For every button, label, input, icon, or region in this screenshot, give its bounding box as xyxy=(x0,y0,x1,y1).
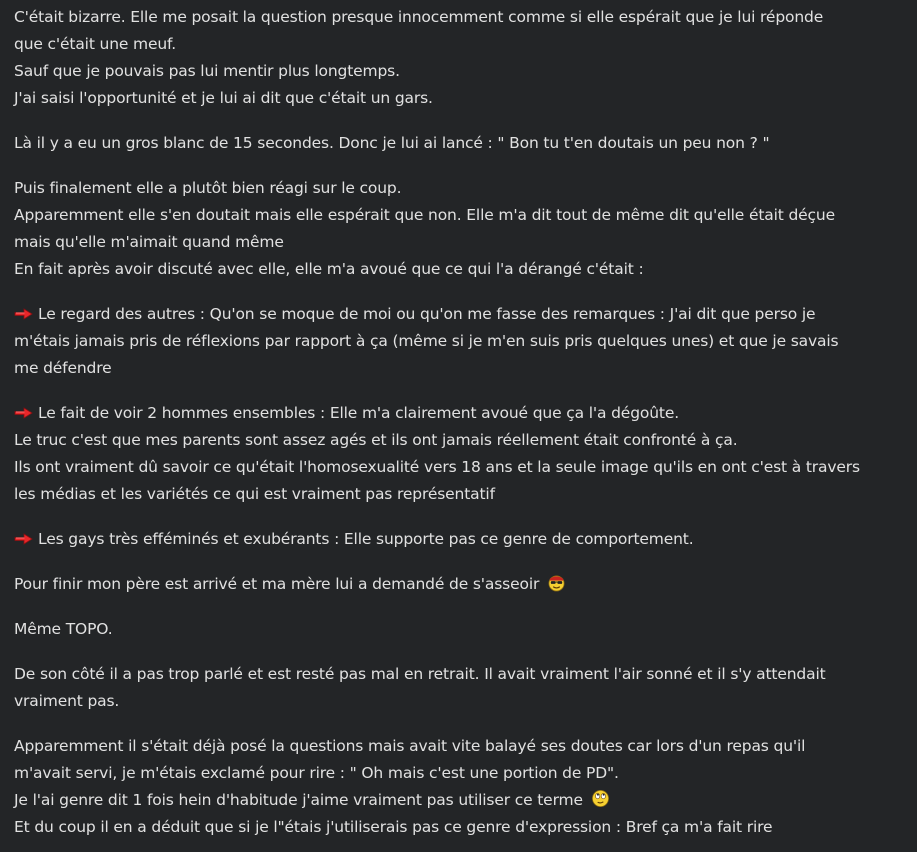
paragraph-2 xyxy=(14,130,907,157)
bullet-paragraph-1 xyxy=(14,301,907,382)
text-line: les médias et les variétés ce qui est vraiment pas représentatif xyxy=(14,485,495,503)
red-arrow-icon xyxy=(14,533,33,545)
bullet-text: Le regard des autres : Qu'on se moque de moi ou qu'on me fasse des remarques : J'ai dit que perso je xyxy=(38,305,816,323)
text-line: Apparemment il s'était déjà posé la questions mais avait vite balayé ses doutes car lors d'un repas qu'il xyxy=(14,737,806,755)
text-line: Et du coup il en a déduit que si je l"étais j'utiliserais pas ce genre d'expression : Bref ça m'a fait rire xyxy=(14,818,773,836)
paragraph-7 xyxy=(14,571,907,598)
text-line xyxy=(14,571,907,598)
text-line: Sauf que je pouvais pas lui mentir plus longtemps. xyxy=(14,62,400,80)
text-line xyxy=(14,787,907,814)
text-line: Puis finalement elle a plutôt bien réagi sur le coup. xyxy=(14,179,402,197)
text-line xyxy=(14,400,907,427)
red-arrow-icon xyxy=(14,407,33,419)
rolling-eyes-smiley-icon xyxy=(591,789,610,808)
sentence-text: Je l'ai genre dit 1 fois hein d'habitude j'aime vraiment pas utiliser ce terme xyxy=(14,791,583,809)
paragraph-1 xyxy=(14,4,907,112)
text-line: De son côté il a pas trop parlé et est resté pas mal en retrait. Il avait vraiment l'air sonné et il s'y attendait xyxy=(14,665,826,683)
text-line: C'était bizarre. Elle me posait la question presque innocemment comme si elle espérait que je lui réponde xyxy=(14,8,824,26)
text-line: m'avait servi, je m'étais exclamé pour rire : " Oh mais c'est une portion de PD". xyxy=(14,764,619,782)
text-line xyxy=(14,526,907,553)
red-arrow-icon xyxy=(14,308,33,320)
text-line: mais qu'elle m'aimait quand même xyxy=(14,233,284,251)
text-line: J'ai saisi l'opportunité et je lui ai dit que c'était un gars. xyxy=(14,89,433,107)
bullet-text: Les gays très efféminés et exubérants : Elle supporte pas ce genre de comportement. xyxy=(38,530,694,548)
text-line: vraiment pas. xyxy=(14,692,120,710)
text-line: En fait après avoir discuté avec elle, elle m'a avoué que ce qui l'a dérangé c'était : xyxy=(14,260,644,278)
bullet-paragraph-3 xyxy=(14,526,907,553)
paragraph-3 xyxy=(14,175,907,283)
text-line xyxy=(14,301,907,328)
text-line: Ils ont vraiment dû savoir ce qu'était l'homosexualité vers 18 ans et la seule image qu'ils en ont c'est à travers xyxy=(14,458,860,476)
text-line: me défendre xyxy=(14,359,112,377)
text-line: m'étais jamais pris de réflexions par rapport à ça (même si je m'en suis pris quelques unes) et que je savais xyxy=(14,332,839,350)
text-line: que c'était une meuf. xyxy=(14,35,177,53)
text-line: Là il y a eu un gros blanc de 15 secondes. Donc je lui ai lancé : " Bon tu t'en doutais un peu non ? " xyxy=(14,134,770,152)
text-line: Même TOPO. xyxy=(14,620,113,638)
sentence-text: Pour finir mon père est arrivé et ma mère lui a demandé de s'asseoir xyxy=(14,575,540,593)
sunglasses-smiley-icon xyxy=(547,573,566,592)
paragraph-10 xyxy=(14,733,907,841)
paragraph-9 xyxy=(14,661,907,715)
text-line: Apparemment elle s'en doutait mais elle espérait que non. Elle m'a dit tout de même dit qu'elle était déçue xyxy=(14,206,835,224)
paragraph-8 xyxy=(14,616,907,643)
text-line: Le truc c'est que mes parents sont assez agés et ils ont jamais réellement était confronté à ça. xyxy=(14,431,738,449)
bullet-text: Le fait de voir 2 hommes ensembles : Elle m'a clairement avoué que ça l'a dégoûte. xyxy=(38,404,679,422)
bullet-paragraph-2 xyxy=(14,400,907,508)
